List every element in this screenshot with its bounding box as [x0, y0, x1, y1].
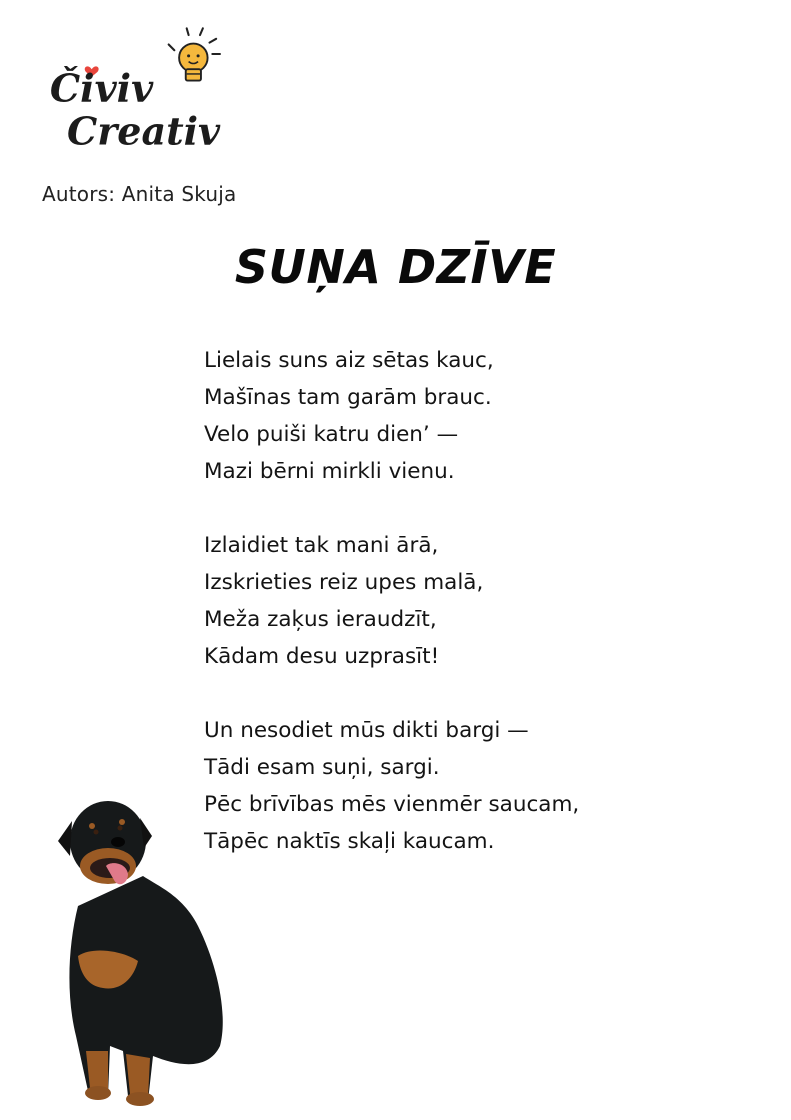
poem-line: Mazi bērni mirkli vienu. — [204, 459, 455, 484]
poem-line: Kādam desu uzprasīt! — [204, 644, 440, 669]
logo-text-line2: Creativ — [67, 108, 221, 154]
dog-icon — [48, 796, 233, 1116]
poem-line: Izlaidiet tak mani ārā, — [204, 533, 439, 558]
logo-text-line1: Čiviv — [49, 65, 154, 111]
brand-logo — [48, 22, 238, 162]
stanza-2 — [204, 527, 579, 675]
lightbulb-icon — [179, 44, 208, 81]
stanza-3 — [204, 712, 579, 860]
civiv-creativ-logo — [48, 22, 238, 162]
stanza-1 — [204, 342, 579, 490]
poem-title: SUŅA DZĪVE — [234, 240, 557, 294]
poem-line: Un nesodiet mūs dikti bargi — — [204, 718, 529, 743]
poem-line: Meža zaķus ieraudzīt, — [204, 607, 437, 632]
author-line: Autors: Anita Skuja — [42, 182, 237, 206]
poem-body — [204, 342, 579, 897]
poem-line: Tāpēc naktīs skaļi kaucam. — [204, 829, 495, 854]
poem-line: Velo puiši katru dien’ — — [204, 422, 459, 447]
poem-line: Pēc brīvības mēs vienmēr saucam, — [204, 792, 580, 817]
poem-line: Lielais suns aiz sētas kauc, — [204, 348, 494, 373]
poem-line: Izskrieties reiz upes malā, — [204, 570, 484, 595]
rottweiler-illustration — [48, 796, 233, 1116]
poem-line: Mašīnas tam garām brauc. — [204, 385, 492, 410]
poem-line: Tādi esam suņi, sargi. — [204, 755, 440, 780]
